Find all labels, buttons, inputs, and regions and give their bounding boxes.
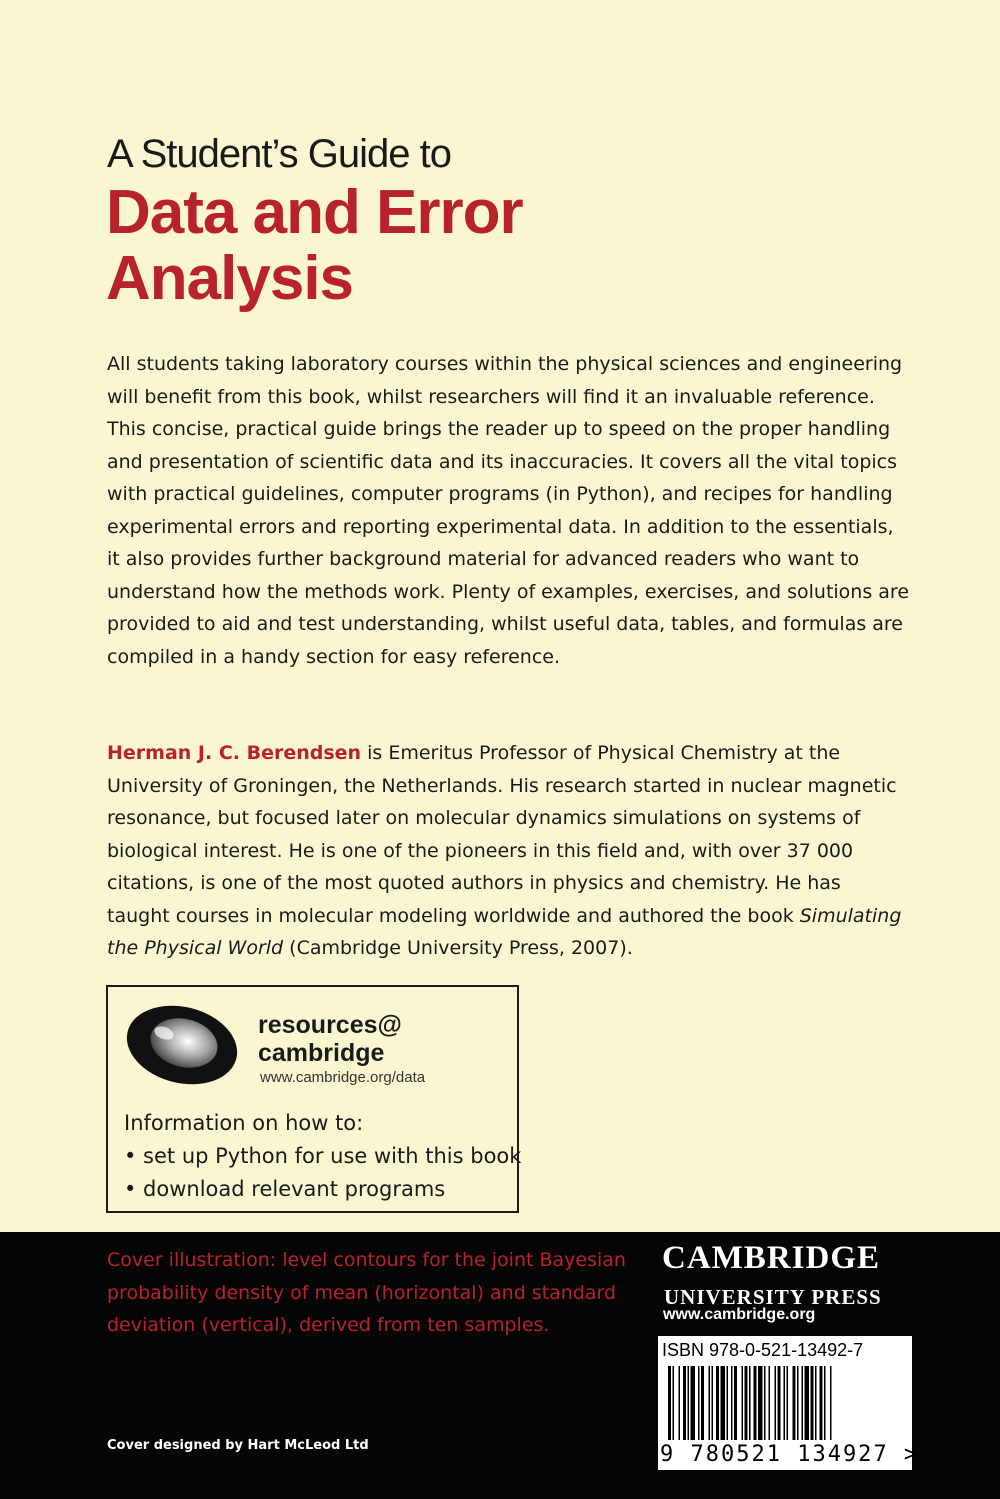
barcode-bar [811,1366,814,1440]
referenced-book-title: Simulating [799,904,902,927]
barcode-bar [802,1366,804,1440]
cover-designer-credit: Cover designed by Hart McLeod Ltd [107,1438,369,1453]
title-kicker: A Student’s Guide to [107,132,451,176]
barcode-bar [673,1366,675,1440]
bio-line: citations, is one of the most quoted authors in physics and chemistry. He has [107,872,841,894]
isbn-barcode [658,1336,920,1470]
barcode-bar [769,1366,771,1440]
bio-line [107,900,902,933]
description-line: will benefit from this book, whilst researchers will find it an invaluable reference. [107,385,875,408]
barcode-bar [712,1366,714,1440]
publisher-name-line-1: CAMBRIDGE [662,1240,881,1276]
cover-footer [0,1232,1000,1499]
barcode-bar [805,1366,810,1440]
resources-info-item: • set up Python for use with this book [124,1144,522,1168]
barcode-bar [668,1366,671,1440]
book-title-line-1: Data and Error [106,178,523,247]
barcode-bar [778,1366,781,1440]
isbn-number: ISBN 978-0-521-13492-7 [662,1340,864,1360]
barcode-bar [830,1366,832,1440]
book-title [106,180,523,312]
author-name: Herman J. C. Berendsen [107,742,362,764]
resources-brand-line-2: cambridge [258,1039,385,1067]
caption-line: deviation (vertical), derived from ten samples. [107,1314,550,1336]
barcode-bar [679,1366,681,1440]
barcode-bar [749,1366,751,1440]
resources-info-item: • download relevant programs [124,1177,446,1201]
barcode-bar [815,1366,817,1440]
description-line: This concise, practical guide brings the reader up to speed on the proper handling [107,418,891,440]
caption-line: Cover illustration: level contours for the joint Bayesian [107,1249,626,1271]
resources-url: www.cambridge.org/data [260,1069,426,1086]
resources-logo-icon [124,1003,240,1087]
bio-text: (Cambridge University Press, 2007). [283,937,633,959]
bio-line: biological interest. He is one of the pioneers in this field and, with over 37 000 [107,839,854,862]
barcode-bar [734,1366,737,1440]
description-line: and presentation of scientific data and its inaccuracies. It covers all the vital topics [107,450,898,473]
barcode-bar [742,1366,744,1440]
barcode-bar [709,1366,711,1440]
bio-line: University of Groningen, the Netherlands. His research started in nuclear magnetic [107,774,897,797]
barcode-bar [731,1366,733,1440]
book-description [107,348,910,673]
description-line: understand how the methods work. Plenty of examples, exercises, and solutions are [107,580,910,603]
barcode-bar [754,1366,757,1440]
resources-box [106,985,522,1213]
barcode-bar [721,1366,726,1440]
bio-text: taught courses in molecular modeling worldwide and authored the book [107,904,800,927]
bio-line: resonance, but focused later on molecular dynamics simulations on systems of [107,807,861,829]
barcode-bar [820,1366,823,1440]
barcode-bar [787,1366,789,1440]
ean-digits: 9 780521 134927 > [660,1442,920,1467]
book-title-line-2: Analysis [106,244,354,313]
description-line: experimental errors and reporting experimental data. In addition to the essentials, [107,515,894,538]
description-line: provided to aid and test understanding, whilst useful data, tables, and formulas are [107,613,903,635]
cover-illustration-caption [107,1244,626,1342]
resources-brand-line-1: resources@ [258,1011,402,1039]
bio-text: is Emeritus Professor of Physical Chemistry at the [361,742,841,764]
author-bio [107,737,902,965]
barcode-bar [698,1366,700,1440]
bio-line [107,932,877,965]
publisher-url: www.cambridge.org [663,1306,816,1323]
resources-info [124,1107,521,1206]
barcode-bar [824,1366,826,1440]
barcode-bar [683,1366,686,1440]
description-line: it also provides further background material for advanced readers who want to [107,548,860,570]
description-line: compiled in a handy section for easy reference. [107,645,561,668]
barcode-bar [691,1366,696,1440]
barcode-bar [745,1366,748,1440]
barcode-bar [688,1366,690,1440]
publisher-logo [662,1240,882,1309]
description-line: All students taking laboratory courses within the physical sciences and engineering [107,353,903,375]
bio-line [107,737,877,770]
caption-line: probability density of mean (horizontal) and standard [107,1281,617,1304]
barcode-bar [793,1366,796,1440]
barcode-bar [764,1366,766,1440]
barcode-bar [758,1366,763,1440]
barcode-bar [716,1366,719,1440]
barcode-bar [775,1366,777,1440]
barcode-bar [701,1366,704,1440]
barcode-bar [784,1366,786,1440]
referenced-book-title: the Physical World [107,937,284,959]
barcode-icon [658,1364,912,1442]
publisher-name-line-2: UNIVERSITY PRESS [664,1285,882,1309]
resources-info-heading: Information on how to: [124,1111,364,1135]
barcode-bar [727,1366,729,1440]
description-line: with practical guidelines, computer programs (in Python), and recipes for handling [107,483,893,505]
barcode-bar [797,1366,799,1440]
